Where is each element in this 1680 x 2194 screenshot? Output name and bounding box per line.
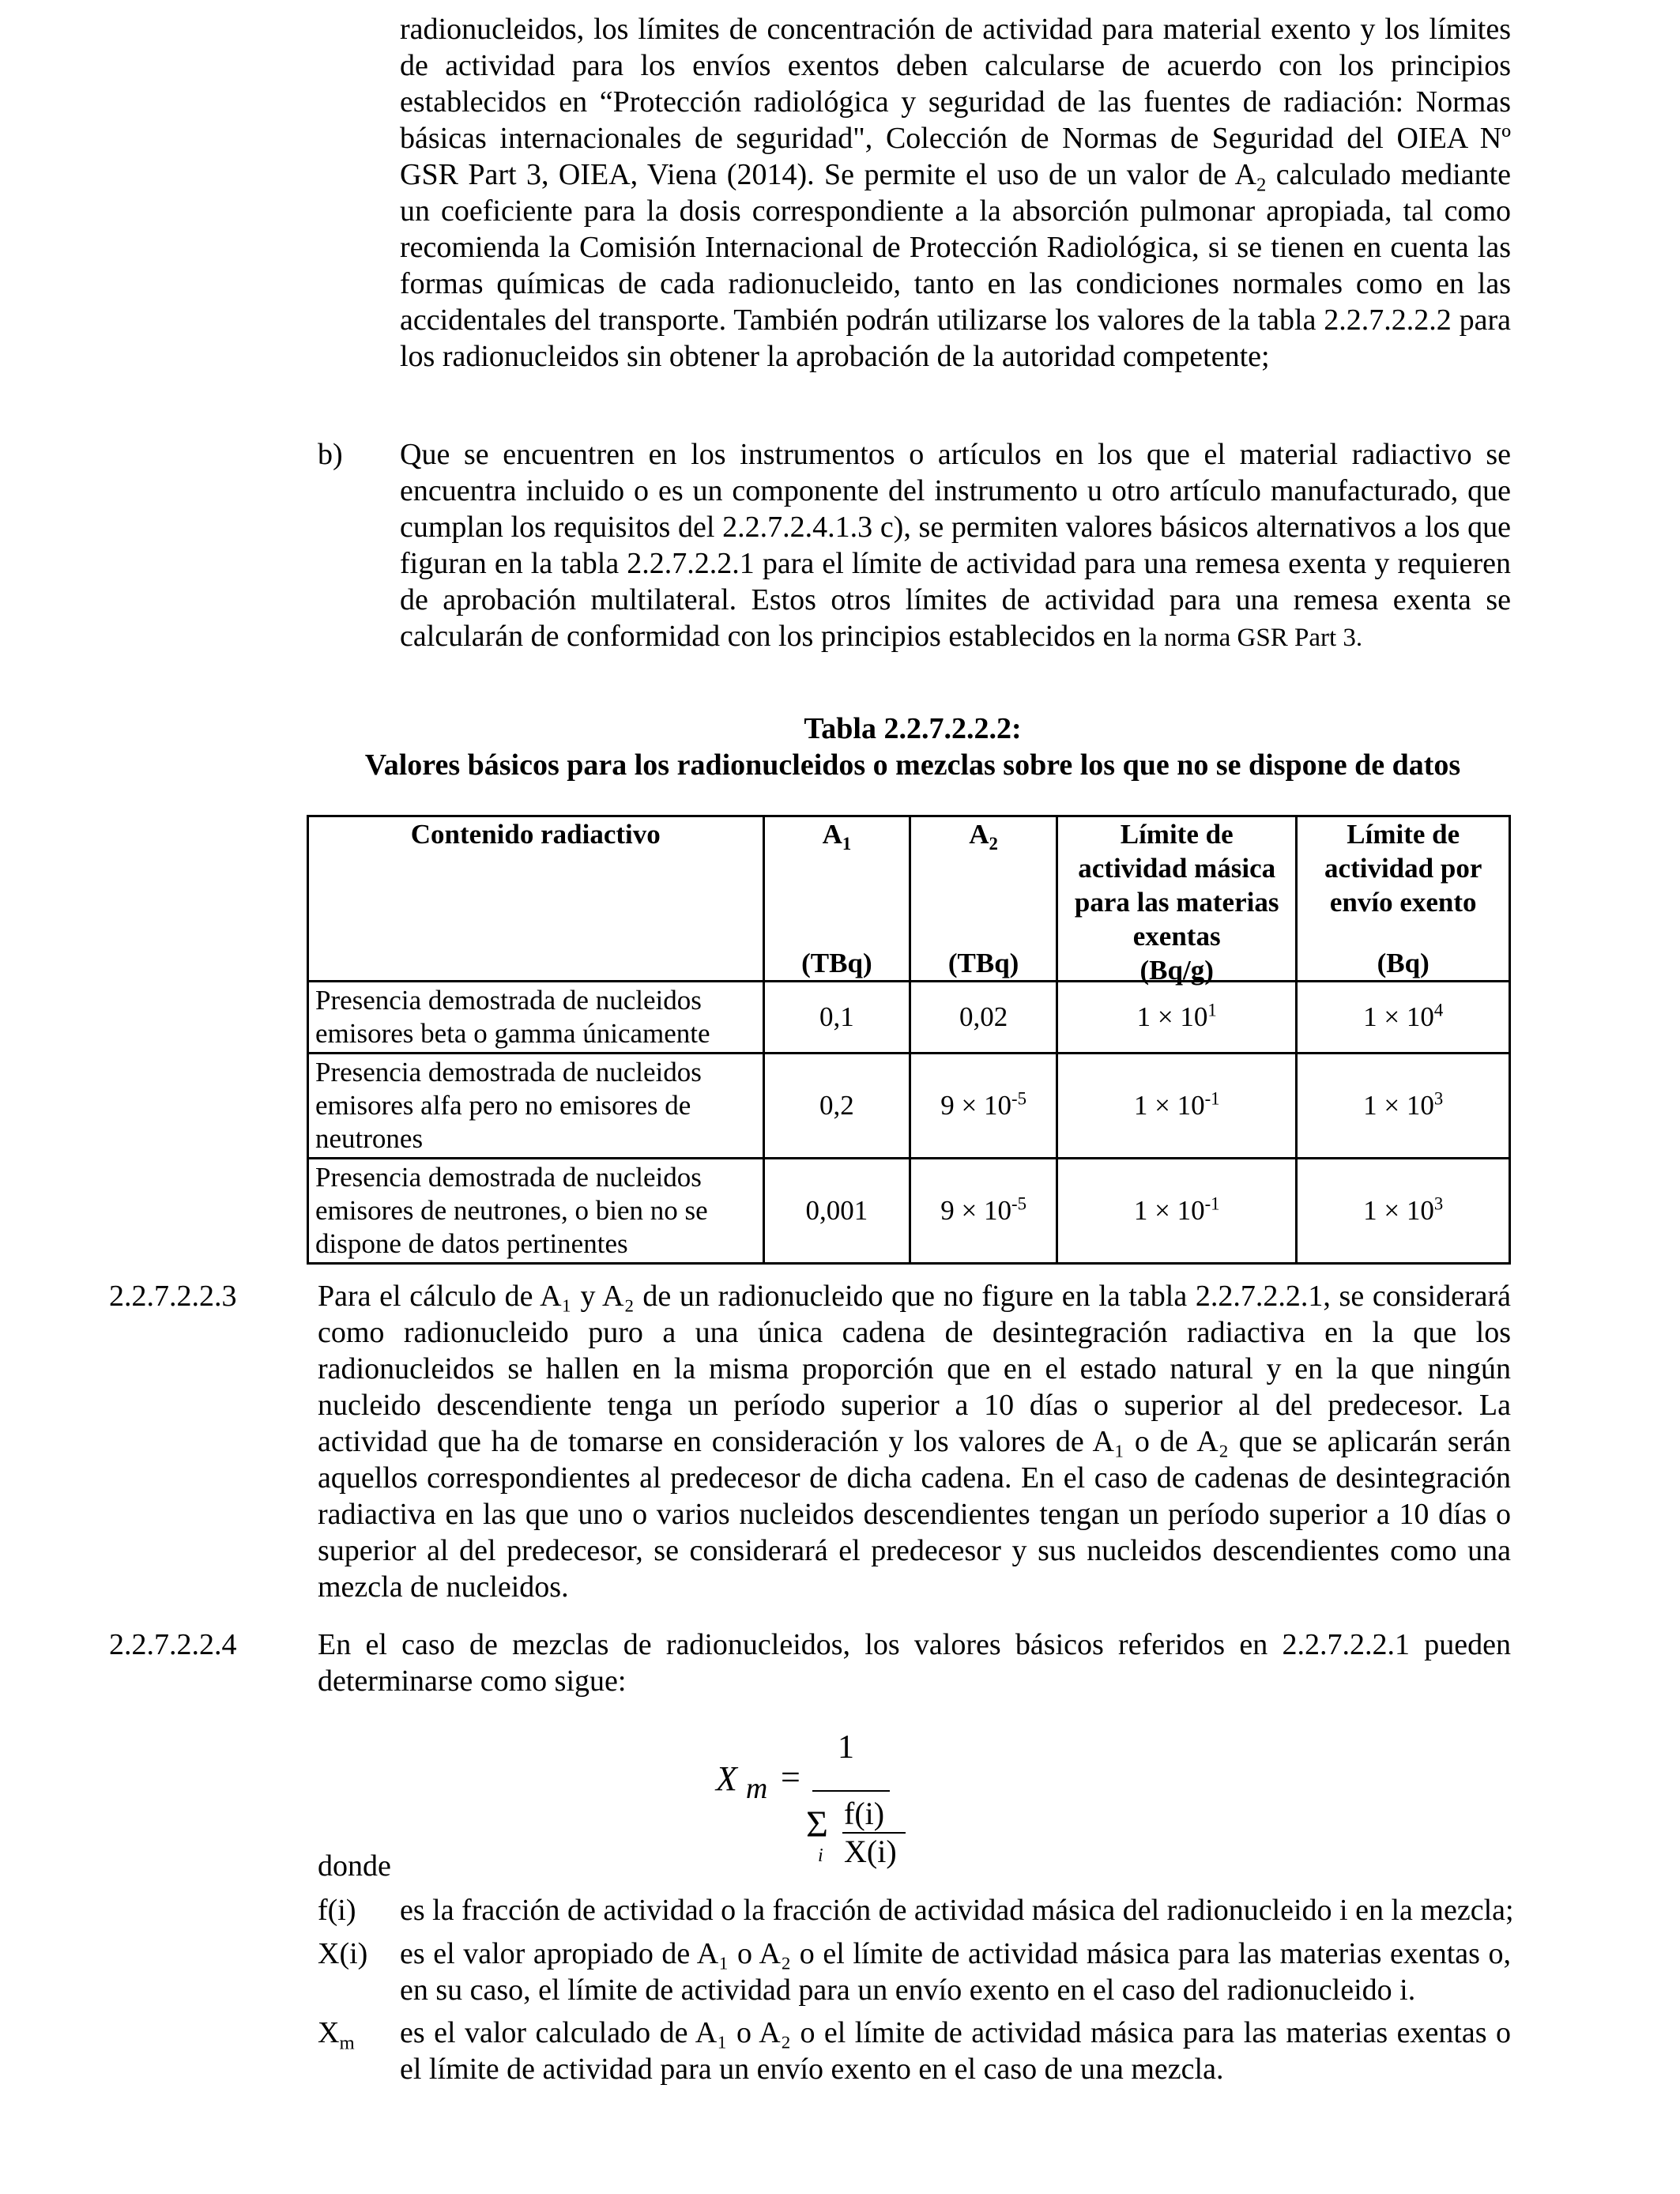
definition-text: es la fracción de actividad o la fracción de actividad másica del radionucleido i en la mezcla; [400,1894,1514,1927]
table-header-row [308,816,1510,982]
table-row [308,1054,1510,1159]
formula-lhs: X m [716,1759,768,1805]
formula-equals: = [781,1758,800,1796]
cell-a2: 0,02 [910,982,1057,1054]
formula-numerator: 1 [838,1729,854,1766]
item-b-label: b) [318,438,343,471]
item-b-paragraph: Que se encuentren en los instrumentos o artículos en los que el material radiactivo se encuentra incluido o es un componente del instrumento u otro artículo manufacturado, que cumplan los requisitos del 2.2.7.2.4.1.3 c), se permiten valores básicos alternativos a los que figuran en la tabla 2.2.7.2.2.1 para el límite de actividad para una remesa exenta y requieren de aprobación multilateral. Estos otros límites de actividad para una remesa exenta se calcularán de conformidad con los principios establecidos en la norma GSR Part 3. [400,438,1511,653]
cell-consignment-limit: $1 \times 10^3$ [1297,1159,1510,1264]
definition-term: X(i) [318,1937,368,1970]
formula-fraction-bar [812,1790,890,1792]
cell-a1: 0,001 [763,1159,910,1264]
continuation-paragraph: radionucleidos, los límites de concentración de actividad para material exento y los límites de actividad para los envíos exentos deben calcularse de acuerdo con los principios establecidos en “Protección radiológica y seguridad de las fuentes de radiación: Normas básicas internacionales de seguridad", Colección de Normas de Seguridad del OIEA Nº GSR Part 3, OIEA, Viena (2014). Se permite el uso de un valor de $A_2$ calculado mediante un coeficiente para la dosis correspondiente a la absorción pulmonar apropiada, tal como recomienda la Comisión Internacional de Protección Radiológica, si se tienen en cuenta las formas químicas de cada radionucleido, tanto en las condiciones normales como en las accidentales del transporte. También podrán utilizarse los valores de la tabla 2.2.7.2.2.2 para los radionucleidos sin obtener la aprobación de la autoridad competente; [400,13,1511,373]
header-a2: $A_2$ (TBq) [910,816,1057,982]
header-a1: $A_1$ (TBq) [763,816,910,982]
cell-a2: $9 \times 10^{-5}$ [910,1159,1057,1264]
sum-symbol: Σ [806,1804,828,1845]
formula-inner-denominator: X(i) [844,1834,897,1869]
cell-a2: $9 \times 10^{-5}$ [910,1054,1057,1159]
cell-consignment-limit: $1 \times 10^4$ [1297,982,1510,1054]
definition-text: es el valor apropiado de A₁ o A₂ o el límite de actividad másica para las materias exentas o, en su caso, el límite de actividad para un envío exento en el caso del radionucleido i. [400,1937,1511,2007]
mixture-formula [711,1727,917,1873]
table-row [308,1159,1510,1264]
basic-values-table [307,815,1511,1265]
table-title: Tabla 2.2.7.2.2.2: [804,712,1022,745]
cell-content: Presencia demostrada de nucleidos emisores de neutrones, o bien no se dispone de datos pertinentes [308,1159,764,1264]
cell-a1: 0,2 [763,1054,910,1159]
table-subtitle: Valores básicos para los radionucleidos o mezclas sobre los que no se dispone de datos [364,748,1461,782]
cell-content: Presencia demostrada de nucleidos emisores beta o gamma únicamente [308,982,764,1054]
table-row [308,982,1510,1054]
section-number: 2.2.7.2.2.3 [109,1280,237,1313]
header-consignment-limit: Límite de actividad por envío exento (Bq) [1297,816,1510,982]
section-number: 2.2.7.2.2.4 [109,1628,237,1661]
definition-text: es el valor calculado de A₁ o A₂ o el límite de actividad másica para las materias exentas o el límite de actividad para un envío exento en el caso de una mezcla. [400,2016,1511,2086]
header-mass-limit: Límite de actividad másica para las materias exentas (Bq/g) [1057,816,1296,982]
definition-term-xm: $X_m$ [318,2016,355,2054]
cell-mass-limit: $1 \times 10^{-1}$ [1057,1054,1296,1159]
section-paragraph: En el caso de mezclas de radionucleidos, los valores básicos referidos en 2.2.7.2.2.1 pueden determinarse como sigue: [318,1628,1511,1698]
definition-term: f(i) [318,1894,356,1927]
cell-content: Presencia demostrada de nucleidos emisores alfa pero no emisores de neutrones [308,1054,764,1159]
cell-consignment-limit: $1 \times 10^3$ [1297,1054,1510,1159]
section-paragraph: Para el cálculo de A₁ y A₂ de un radionucleido que no figure en la tabla 2.2.7.2.2.1, se considerará como radionucleido puro a una única cadena de desintegración radiactiva en la que los radionucleidos se hallen en la misma proporción que en el estado natural y en la que ningún nucleido descendiente tenga un período superior a 10 días o superior al del predecesor. La actividad que ha de tomarse en consideración y los valores de A₁ o de A₂ que se aplicarán serán aquellos correspondientes al predecesor de dicha cadena. En el caso de cadenas de desintegración radiactiva en las que uno o varios nucleidos descendientes tengan un período superior a 10 días o superior al del predecesor, se considerará el predecesor y sus nucleidos descendientes como una mezcla de nucleidos. [318,1280,1511,1604]
cell-a1: 0,1 [763,982,910,1054]
cell-mass-limit: $1 \times 10^1$ [1057,982,1296,1054]
cell-mass-limit: $1 \times 10^{-1}$ [1057,1159,1296,1264]
sum-index: i [818,1845,823,1866]
donde-label: donde [318,1849,391,1883]
formula-inner-numerator: f(i) [844,1796,885,1831]
header-content: Contenido radiactivo [308,816,764,982]
